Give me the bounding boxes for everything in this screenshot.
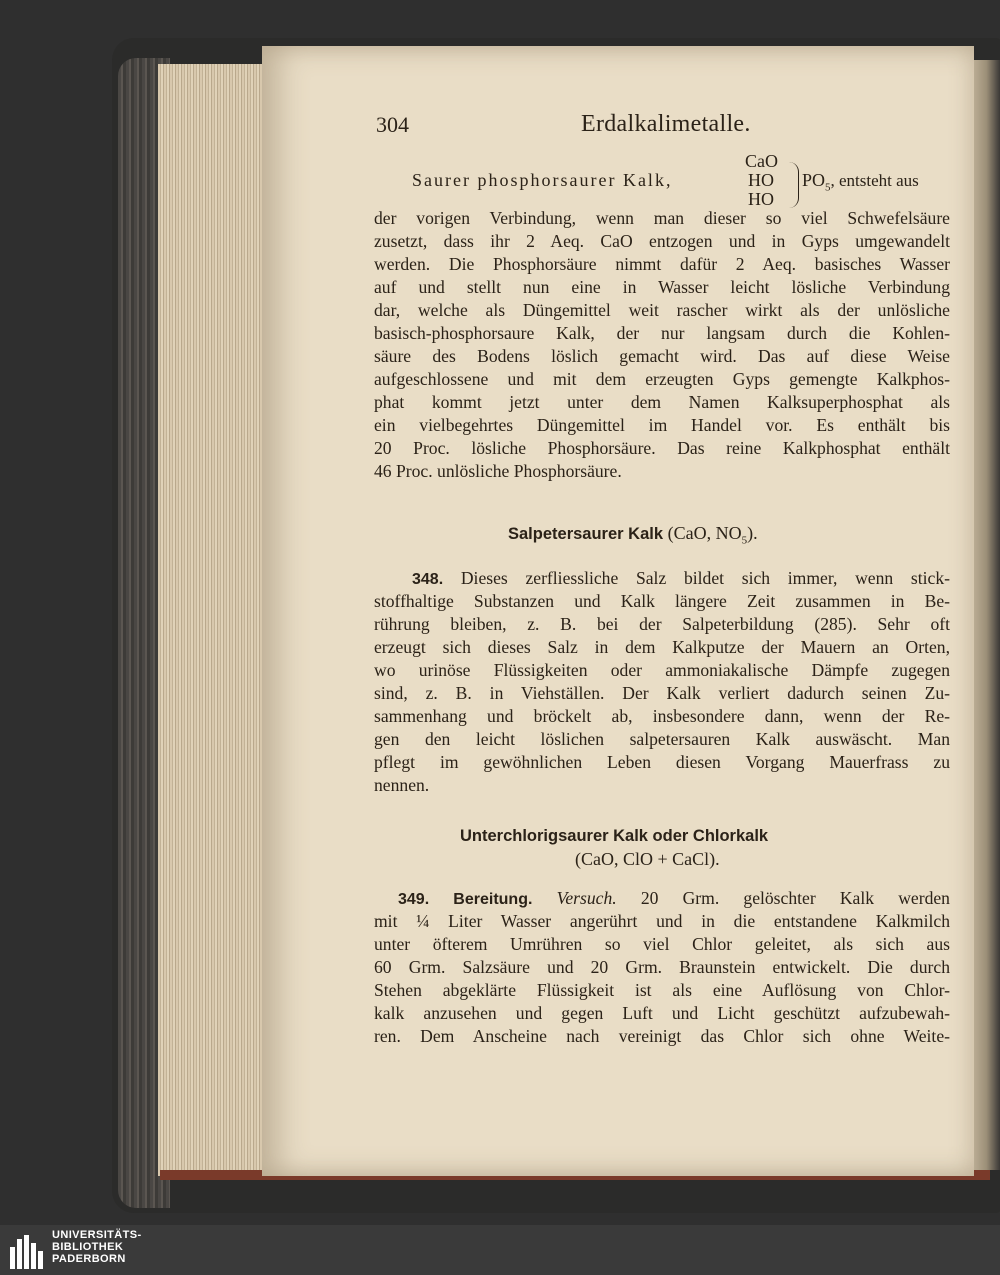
section-heading-chlorkalk: Unterchlorigsaurer Kalk oder Chlorkalk [460,827,769,845]
acid-subscript: 5 [825,181,831,194]
library-name-line-1: UNIVERSITÄTS- [52,1229,142,1241]
formula-text: (CaO, NO [667,523,742,543]
heading-title: Salpetersaurer Kalk [508,525,664,543]
text-line: sammenhang und bröckelt ab, insbesondere dann, wenn der Re- [374,706,950,726]
text-line: auf und stellt nun eine in Wasser leicht lösliche Verbindung [374,277,950,297]
text-line: nennen. [374,775,430,795]
formula-brace [788,162,799,208]
text-line: ren. Dem Anscheine nach vereinigt das Chlor sich ohne Weite- [374,1026,950,1046]
text-line: kalk anzusehen und gegen Luft und Licht geschützt aufzubewah- [374,1003,950,1023]
text-line: mit ¼ Liter Wasser angerührt und in die entstandene Kalkmilch [374,911,950,931]
text-line: gen den leicht löslichen salpetersauren Kalk auswäscht. Man [374,729,950,749]
text-line: 20 Grm. gelöschter Kalk werden [640,888,950,908]
formula-label: Saurer phosphorsaurer Kalk, [412,170,673,190]
text-line: phat kommt jetzt unter dem Namen Kalksuperphosphat als [374,392,950,412]
paragraph-348 [374,567,950,797]
text-line: 60 Grm. Salzsäure und 20 Grm. Braunstein entwickelt. Die durch [374,957,950,977]
text-line: zusetzt, dass ihr 2 Aeq. CaO entzogen und in Gyps umgewandelt [374,231,950,251]
text-line-first [374,567,950,590]
text-line: Stehen abgeklärte Flüssigkeit ist als eine Auflösung von Chlor- [374,980,950,1000]
library-name [52,1229,142,1265]
formula-tail: , entsteht aus [830,171,919,190]
section-heading-salpetersaurer-kalk [508,523,758,547]
formula-row-1: CaO [745,151,778,171]
versuch-label: Versuch. [556,888,617,908]
text-line: säure des Bodens löslich gemacht wird. Das auf diese Weise [374,346,950,366]
text-line: basisch-phosphorsaure Kalk, der nur langsam durch die Kohlen- [374,323,950,343]
text-line: 20 Proc. lösliche Phosphorsäure. Das reine Kalkphosphat enthält [374,438,950,458]
text-line: pflegt im gewöhnlichen Leben diesen Vorgang Mauerfrass zu [374,752,950,772]
paragraph-number: 348. [412,571,444,588]
formula-subscript: 5 [741,534,748,547]
formula-row-3: HO [748,189,774,209]
heading-formula [667,523,758,547]
formula-close: ). [747,523,758,543]
text-line: sind, z. B. in Viehställen. Der Kalk verliert dadurch seinen Zu- [374,683,950,703]
library-logo-icon [10,1235,44,1269]
text-line: 46 Proc. unlösliche Phosphorsäure. [374,461,622,481]
section-formula-chlorkalk: (CaO, ClO + CaCl). [575,849,720,869]
formula-acid [802,170,919,194]
text-line: dar, welche als Düngemittel weit rascher wirkt als der unlösliche [374,300,950,320]
text-line: aufgeschlossene und mit dem erzeugten Gyps gemengte Kalkphos- [374,369,950,389]
text-line: rührung bleiben, z. B. bei der Salpeterbildung (285). Sehr oft [374,614,950,634]
library-footer [0,1225,1000,1275]
library-name-line-3: PADERBORN [52,1253,126,1265]
paragraph-number: 349. [398,891,430,908]
formula-row-2: HO [748,170,774,190]
text-line: Dieses zerfliessliche Salz bildet sich immer, wenn stick- [460,568,950,588]
text-line: unter öfterem Umrühren so viel Chlor geleitet, als sich aus [374,934,950,954]
text-line: stoffhaltige Substanzen und Kalk längere Zeit zusammen in Be- [374,591,950,611]
acid-symbol: PO [802,170,826,190]
text-line: wo urinöse Flüssigkeiten oder ammoniakalische Dämpfe zugegen [374,660,950,680]
paragraph-1 [374,207,950,483]
text-line: ein vielbegehrtes Düngemittel im Handel vor. Es enthält bis [374,415,950,435]
running-head: Erdalkalimetalle. [581,111,751,137]
text-line: der vorigen Verbindung, wenn man dieser so viel Schwefelsäure [374,208,950,228]
text-line: erzeugt sich dieses Salz in dem Kalkputze der Mauern an Orten, [374,637,950,657]
page-edges [158,64,276,1176]
paragraph-label: Bereitung. [453,891,533,908]
text-line-first [374,887,950,910]
library-name-line-2: BIBLIOTHEK [52,1241,124,1253]
paragraph-349 [374,887,950,1048]
text-line: werden. Die Phosphorsäure nimmt dafür 2 Aeq. basisches Wasser [374,254,950,274]
page-number: 304 [376,112,409,137]
